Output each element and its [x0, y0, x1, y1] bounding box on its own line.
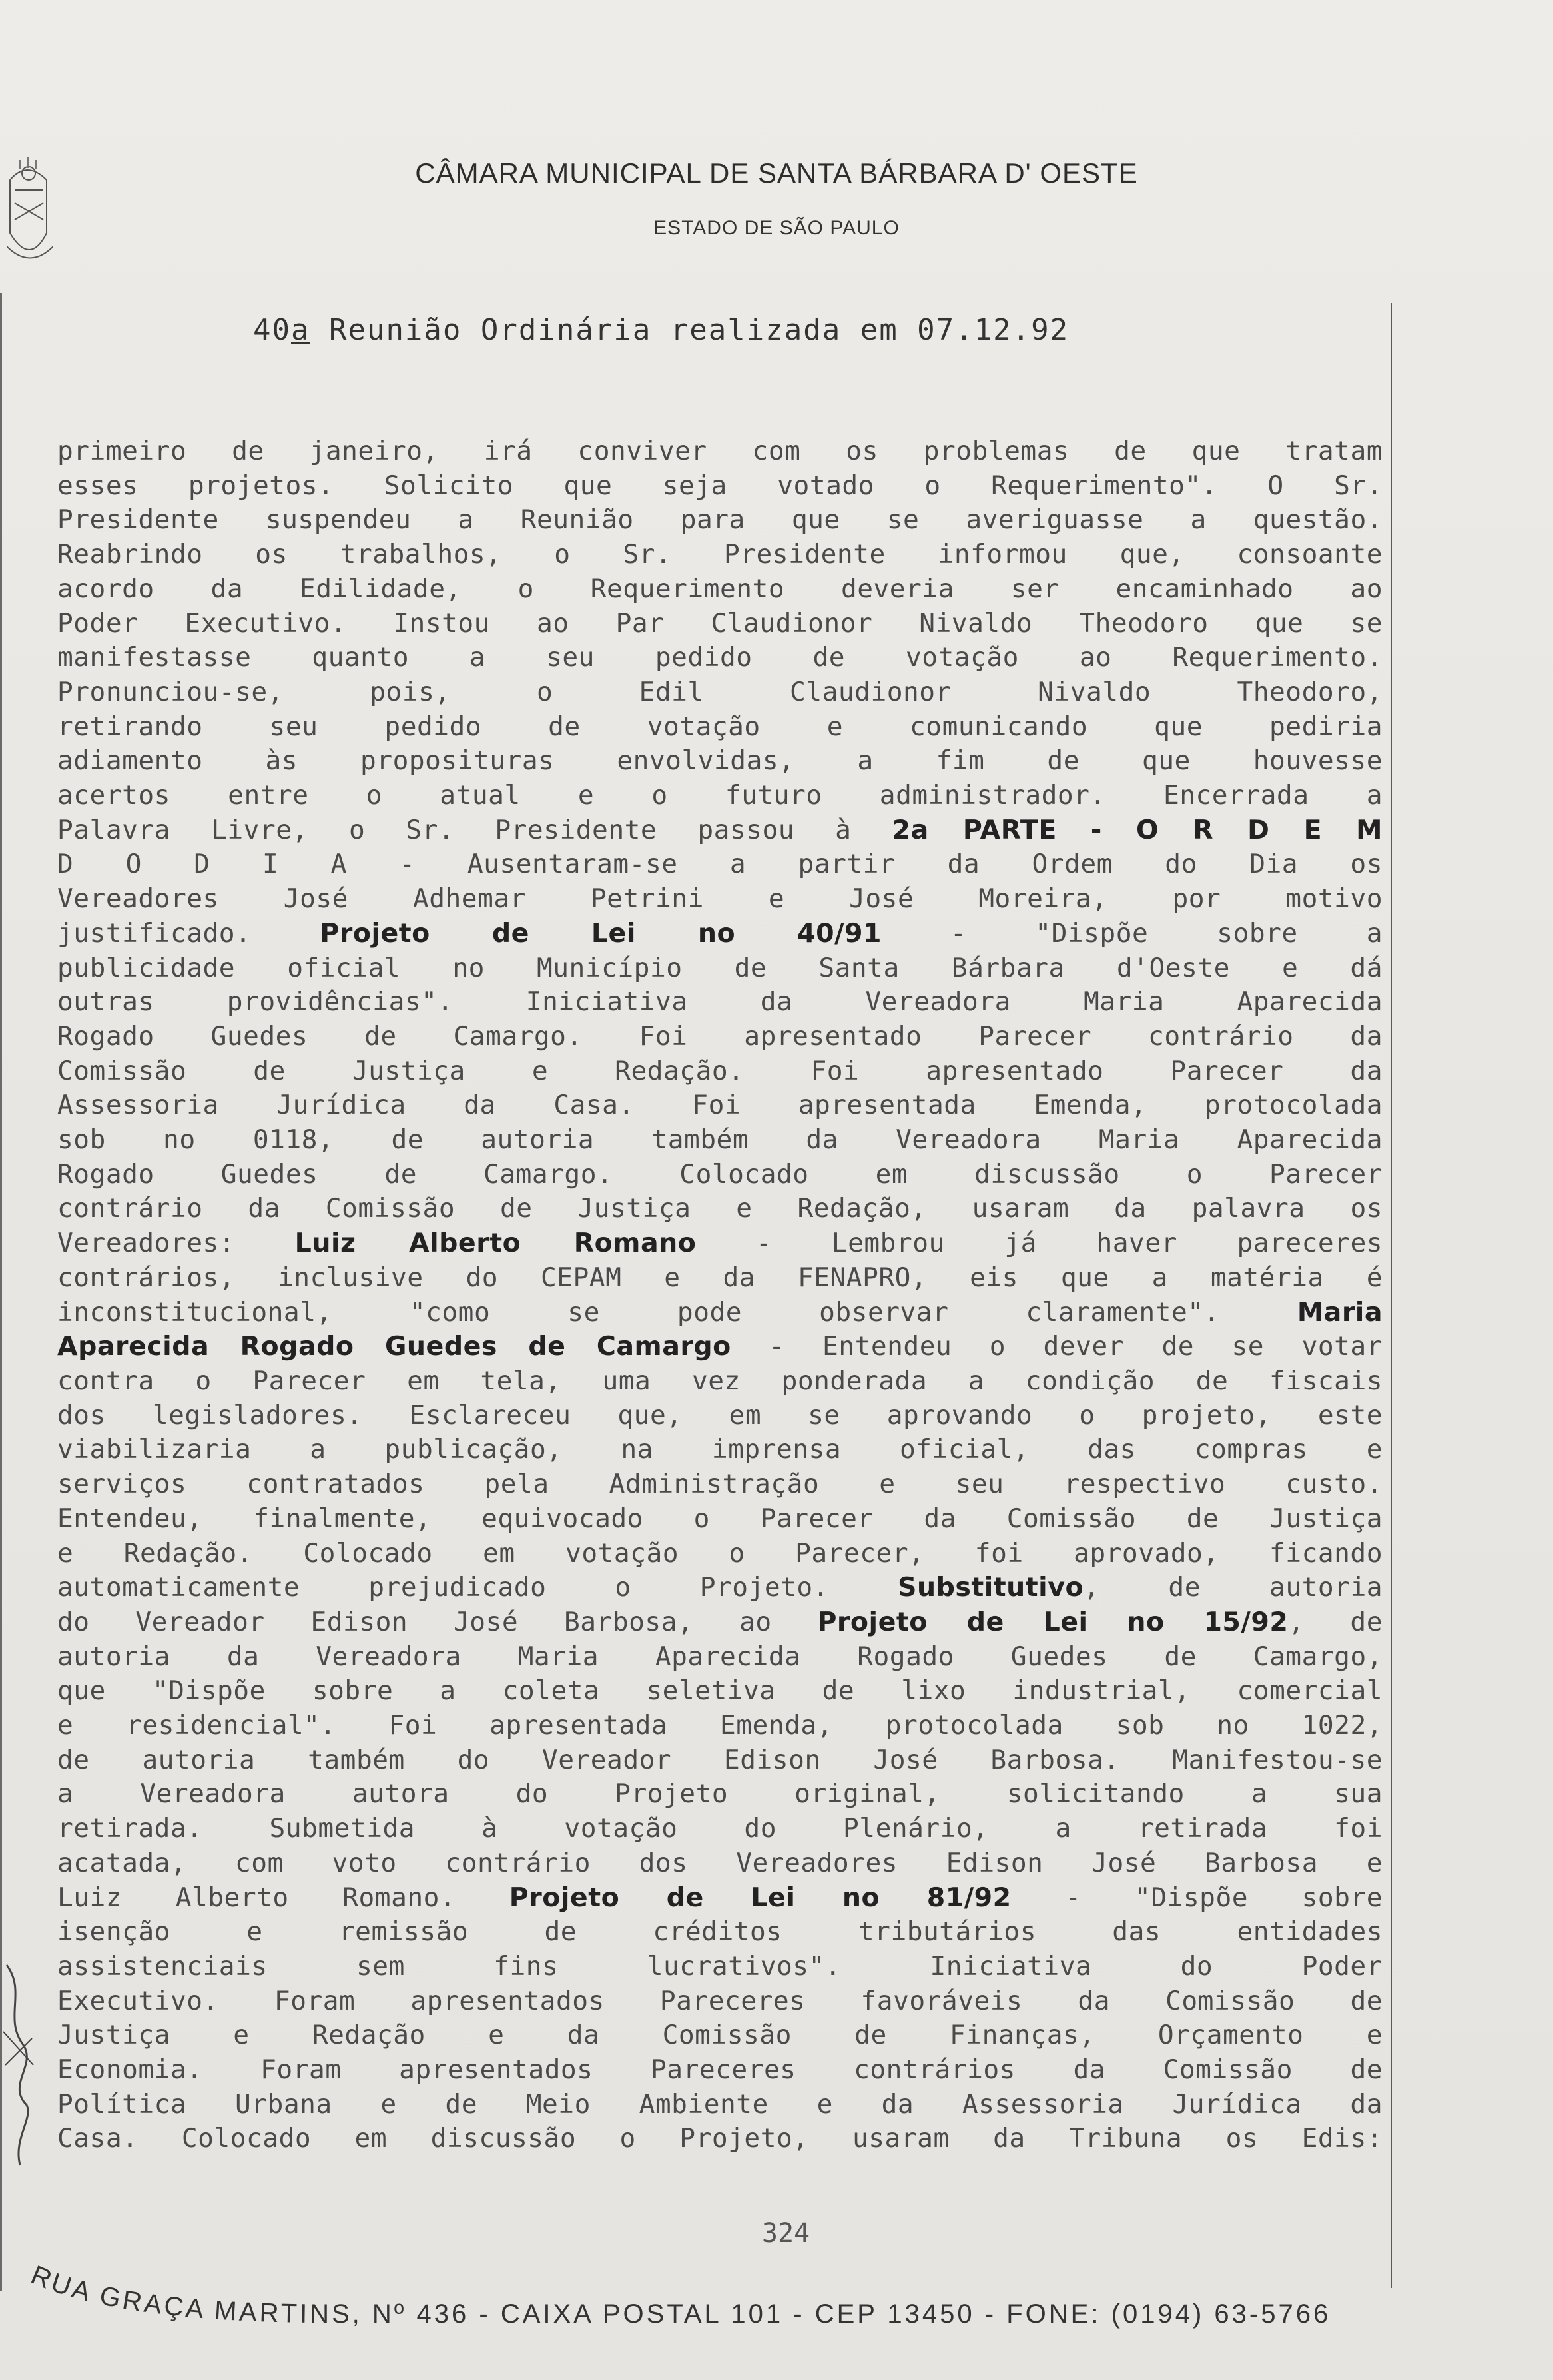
body-line: Poder Executivo. Instou ao Par Claudionor Nivaldo Theodoro que se — [57, 607, 1383, 639]
footer-address — [29, 2261, 1494, 2341]
footer-address-text: RUA GRAÇA MARTINS, Nº 436 - CAIXA POSTAL 101 - CEP 13450 - FONE: (0194) 63-5766 — [29, 2261, 1331, 2329]
body-line-text: , de autoria — [1084, 1572, 1383, 1603]
page-number: 324 — [761, 2218, 810, 2249]
body-line: Pronunciou-se, pois, o Edil Claudionor Nivaldo Theodoro, — [57, 676, 1383, 707]
body-line-text: - Entendeu o dever de se votar — [731, 1331, 1383, 1362]
body-line: manifestasse quanto a seu pedido de votação ao Requerimento. — [57, 642, 1383, 673]
body-line: Entendeu, finalmente, equivocado o Parecer da Comissão de Justiça — [57, 1503, 1383, 1534]
speaker-name: Aparecida Rogado Guedes de Camargo — [57, 1331, 731, 1362]
substitutivo-heading: Substitutivo — [898, 1572, 1084, 1603]
chamber-name: CÂMARA MUNICIPAL DE SANTA BÁRBARA D' OESTE — [415, 157, 1138, 189]
body-line-text: - "Dispõe sobre — [1011, 1882, 1383, 1913]
body-line: acordo da Edilidade, o Requerimento deveria ser encaminhado ao — [57, 573, 1383, 604]
body-line-text: - Lembrou já haver pareceres — [696, 1228, 1383, 1259]
order-of-day-heading: 2a PARTE - O R D E M — [892, 814, 1383, 845]
body-line: outras providências". Iniciativa da Vereadora Maria Aparecida — [57, 987, 1383, 1018]
body-line: Política Urbana e de Meio Ambiente e da Assessoria Jurídica da — [57, 2088, 1383, 2120]
bill-heading-81-92: Projeto de Lei no 81/92 — [509, 1882, 1012, 1913]
body-line-text: Palavra Livre, o Sr. Presidente passou à — [57, 814, 892, 845]
state-name: ESTADO DE SÃO PAULO — [653, 217, 900, 239]
body-line-text: do Vereador Edison José Barbosa, ao — [57, 1606, 818, 1637]
body-line: contra o Parecer em tela, uma vez ponderada a condição de fiscais — [57, 1365, 1383, 1396]
body-line — [57, 1226, 1383, 1261]
footer-address-svg — [29, 2261, 1494, 2341]
speaker-name: Maria — [1297, 1296, 1383, 1328]
body-line: assistenciais sem fins lucrativos". Iniciativa do Poder — [57, 1950, 1383, 1982]
speaker-name: Luiz Alberto Romano — [294, 1228, 697, 1259]
meeting-title-number: 40 — [253, 313, 291, 347]
body-line-text: automaticamente prejudicado o Projeto. — [57, 1572, 898, 1603]
svg-text:RUA GRAÇA MARTINS, Nº 436 - CA — [29, 2261, 1331, 2329]
handwritten-rubric — [0, 1952, 40, 2172]
body-line: isenção e remissão de créditos tributários das entidades — [57, 1916, 1383, 1948]
body-line: esses projetos. Solicito que seja votado o Requerimento". O Sr. — [57, 470, 1383, 501]
body-line: que "Dispõe sobre a coleta seletiva de lixo industrial, comercial — [57, 1675, 1383, 1707]
body-line: Rogado Guedes de Camargo. Colocado em discussão o Parecer — [57, 1158, 1383, 1190]
body-line: contrários, inclusive do CEPAM e da FENAPRO, eis que a matéria é — [57, 1262, 1383, 1293]
body-line: Justiça e Redação e da Comissão de Finanças, Orçamento e — [57, 2020, 1383, 2051]
body-line: primeiro de janeiro, irá conviver com os problemas de que tratam — [57, 436, 1383, 466]
body-line: Comissão de Justiça e Redação. Foi apresentado Parecer da — [57, 1055, 1383, 1086]
body-line — [57, 813, 1383, 848]
body-line-text: Luiz Alberto Romano. — [57, 1882, 509, 1913]
body-line — [57, 1571, 1383, 1605]
body-line-text: - "Dispõe sobre a — [881, 917, 1383, 949]
bill-heading-40-91: Projeto de Lei no 40/91 — [320, 917, 882, 949]
body-line: sob no 0118, de autoria também da Vereadora Maria Aparecida — [57, 1124, 1383, 1156]
body-line: retirando seu pedido de votação e comunicando que pediria — [57, 711, 1383, 742]
minutes-body — [57, 434, 1383, 2156]
body-line: Vereadores José Adhemar Petrini e José Moreira, por motivo — [57, 883, 1383, 915]
meeting-title-ordinal: a — [290, 313, 310, 347]
body-line: viabilizaria a publicação, na imprensa oficial, das compras e — [57, 1434, 1383, 1465]
body-line: Executivo. Foram apresentados Pareceres favoráveis da Comissão de — [57, 1985, 1383, 2016]
right-margin-rule — [1391, 303, 1392, 2288]
body-line: acatada, com voto contrário dos Vereadores Edison José Barbosa e — [57, 1847, 1383, 1878]
body-line: Presidente suspendeu a Reunião para que se averiguasse a questão. — [57, 504, 1383, 536]
body-line: Assessoria Jurídica da Casa. Foi apresentada Emenda, protocolada — [57, 1090, 1383, 1121]
body-line-text: inconstitucional, "como se pode observar claramente". — [57, 1296, 1297, 1328]
meeting-title — [253, 313, 1185, 347]
body-line — [57, 847, 1383, 882]
order-of-day-heading-cont: D O D I A - Ausentaram-se a partir da Ordem do Dia os — [57, 849, 1383, 880]
body-line: e residencial". Foi apresentada Emenda, protocolada sob no 1022, — [57, 1710, 1383, 1741]
body-line: dos legisladores. Esclareceu que, em se aprovando o projeto, este — [57, 1399, 1383, 1431]
body-line: a Vereadora autora do Projeto original, solicitando a sua — [57, 1779, 1383, 1810]
body-line — [57, 1881, 1383, 1916]
body-line: Rogado Guedes de Camargo. Foi apresentado Parecer contrário da — [57, 1020, 1383, 1052]
bill-heading-15-92: Projeto de Lei no 15/92 — [817, 1606, 1289, 1637]
body-line: autoria da Vereadora Maria Aparecida Rogado Guedes de Camargo, — [57, 1641, 1383, 1672]
body-line: serviços contratados pela Administração e seu respectivo custo. — [57, 1469, 1383, 1500]
body-line — [57, 1330, 1383, 1364]
body-line — [57, 1296, 1383, 1330]
body-line-text: Vereadores: — [57, 1228, 295, 1259]
body-line: contrário da Comissão de Justiça e Redação, usaram da palavra os — [57, 1193, 1383, 1224]
body-line-text: justificado. — [57, 917, 320, 949]
body-line — [57, 917, 1383, 951]
body-line: retirada. Submetida à votação do Plenário, a retirada foi — [57, 1813, 1383, 1844]
body-line: Casa. Colocado em discussão o Projeto, usaram da Tribuna os Edis: — [57, 2123, 1383, 2154]
body-line-text: , de — [1288, 1606, 1383, 1637]
body-line — [57, 1605, 1383, 1640]
body-line: adiamento às proposituras envolvidas, a fim de que houvesse — [57, 745, 1383, 777]
meeting-title-text: Reunião Ordinária realizada em 07.12.92 — [310, 313, 1070, 347]
body-line: publicidade oficial no Município de Santa Bárbara d'Oeste e dá — [57, 952, 1383, 983]
body-line: e Redação. Colocado em votação o Parecer, foi aprovado, ficando — [57, 1537, 1383, 1569]
body-line: de autoria também do Vereador Edison José Barbosa. Manifestou-se — [57, 1744, 1383, 1775]
body-line: acertos entre o atual e o futuro administrador. Encerrada a — [57, 780, 1383, 811]
body-line: Economia. Foram apresentados Pareceres contrários da Comissão de — [57, 2054, 1383, 2086]
body-line: Reabrindo os trabalhos, o Sr. Presidente informou que, consoante — [57, 539, 1383, 570]
